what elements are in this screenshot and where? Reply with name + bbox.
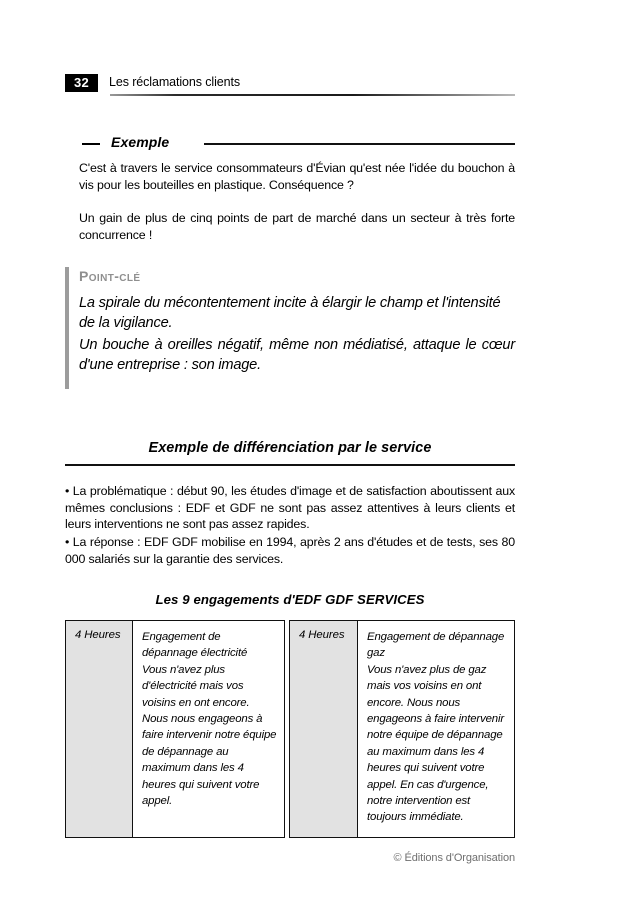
engagement-description-cell: Engagement de dépannage gaz Vous n'avez plus de gaz mais vos voisins en ont encore. Nous nous engageons à faire intervenir notre équipe de dépannage au maximum dans les 4 heures qui suivent votre appel. En cas d'urgence, notre intervention est toujours immédiate. bbox=[358, 621, 514, 837]
section-divider bbox=[65, 464, 515, 466]
page-header bbox=[65, 74, 515, 96]
exemple-paragraph-2: Un gain de plus de cinq points de part de marché dans un secteur à très forte concurrence ! bbox=[79, 211, 515, 242]
page-number-badge: 32 bbox=[65, 74, 98, 92]
header-chapter-title: Les réclamations clients bbox=[109, 75, 240, 89]
exemple-dash-rule bbox=[82, 143, 100, 145]
section-bullet-1: • La problématique : début 90, les études d'image et de satisfaction aboutissent aux mêmes conclusions : EDF et GDF ne sont pas assez attentives à leurs clients et leurs interventions ne sont pas assez rapides. bbox=[65, 484, 515, 531]
point-cle-callout bbox=[65, 267, 515, 389]
exemple-heading bbox=[65, 134, 515, 154]
engagements-table-title: Les 9 engagements d'EDF GDF SERVICES bbox=[155, 592, 425, 607]
engagement-table-electricite bbox=[65, 620, 285, 838]
point-cle-label: Point-clé bbox=[79, 268, 141, 284]
exemple-label: Exemple bbox=[111, 134, 170, 150]
engagement-hours-cell: 4 Heures bbox=[66, 621, 133, 837]
section-heading: Exemple de différenciation par le service bbox=[148, 440, 432, 456]
exemple-divider bbox=[204, 143, 515, 145]
header-divider bbox=[110, 94, 515, 96]
page-footer-copyright: © Éditions d'Organisation bbox=[393, 852, 515, 864]
engagement-description-cell: Engagement de dépannage électricité Vous n'avez plus d'électricité mais vos voisins en ont encore. Nous nous engageons à faire intervenir notre équipe de dépannage au maximum dans les 4 heures qui suivent votre appel. bbox=[133, 621, 284, 837]
point-cle-paragraph-1: La spirale du mécontentement incite à élargir le champ et l'intensité de la vigilance. bbox=[79, 295, 501, 331]
point-cle-sidebar-rule bbox=[65, 267, 69, 389]
engagement-table-gaz bbox=[289, 620, 515, 838]
exemple-paragraph-1: C'est à travers le service consommateurs d'Évian qu'est née l'idée du bouchon à vis pour les bouteilles en plastique. Conséquence ? bbox=[79, 161, 515, 192]
point-cle-paragraph-2: Un bouche à oreilles négatif, même non médiatisé, attaque le cœur d'une entreprise : son image. bbox=[79, 337, 515, 373]
section-bullet-2: • La réponse : EDF GDF mobilise en 1994, après 2 ans d'études et de tests, ses 80 000 salariés sur la garantie des services. bbox=[65, 535, 515, 566]
engagement-hours-cell: 4 Heures bbox=[290, 621, 358, 837]
